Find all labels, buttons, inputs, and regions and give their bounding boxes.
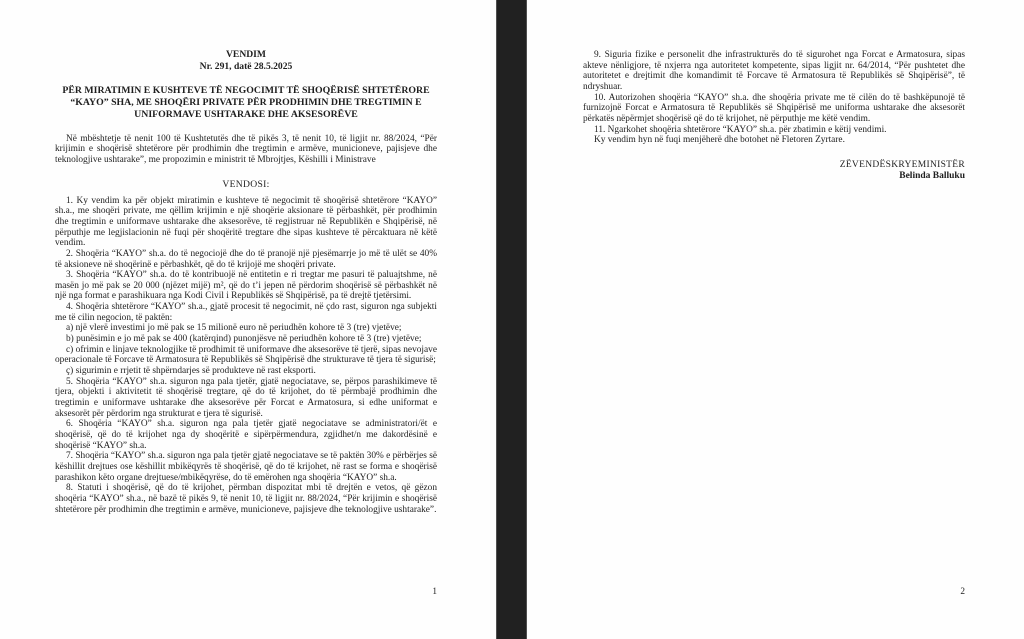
decision-point-2: 2. Shoqëria “KAYO” sh.a. do të negociojë dhe do të pranojë një pjesëmarrje jo më të ulët se 40% të aksioneve në shoqërinë e përbashkët, që do të krijojë me shoqëri private. [55, 248, 437, 270]
decision-point-8: 8. Statuti i shoqërisë, që do të krijohet, përmban dispozitat mbi të drejtën e vetos, që gëzon shoqëria “KAYO” sh.a., në bazë të pikës 9, të nenit 10, të ligjit nr. 88/2024, “Për krijimin e shoqërisë shtetërore për prodhimin dhe tregtimin e armëve, municioneve, pajisjeve dhe teknologjive ushtarake”. [55, 483, 437, 515]
document-type-heading: VENDIM [226, 49, 266, 60]
decision-point-6: 6. Shoqëria “KAYO” sh.a. siguron nga pala tjetër gjatë negociatave se administratori/ët e shoqërisë, që do të krijohet nga dy shoqëritë e sipërpërmendura, zgjidhet/n me dakordësinë e shoqërisë “KAYO” sh.a. [55, 419, 437, 451]
decision-point-4-item-c: c) ofrimin e linjave teknologjike të prodhimit të uniformave dhe aksesorëve të tjerë, sipas nevojave operacionale të Forcave të Armatosura të Republikës së Shqipërisë dhe strukturave të tjera të sigurisë; [55, 344, 437, 366]
decision-point-11: 11. Ngarkohet shoqëria shtetërore “KAYO” sh.a. për zbatimin e këtij vendimi. [594, 124, 887, 135]
decision-point-4-item-a: a) një vlerë investimi jo më pak se 15 milionë euro në periudhën kohore të 3 (tre) vjetëve; [66, 323, 402, 334]
decision-point-4-item-b: b) punësimin e jo më pak se 400 (katërqind) punonjësve në periudhën kohore të 3 (tre) vjetëve; [66, 334, 422, 345]
decision-point-7: 7. Shoqëria “KAYO” sh.a. siguron nga pala tjetër gjatë negociatave se të paktën 30% e përbërjes së këshillit drejtues ose këshillit mbikëqyrës të shoqërisë, që do të krijohet, në rast se forma e shoqërisë parashikon këto organe drejtuese/mbikëqyrëse, do të emërohen nga shoqëria “KAYO” sh.a. [55, 451, 437, 483]
decision-point-9: 9. Siguria fizike e personelit dhe infrastrukturës do të sigurohet nga Forcat e Armatosura, sipas akteve nënligjore, të nxjerra nga autoritetet kompetente, sipas ligjit nr. 64/2014, “Për pushtetet dhe autoritetet e drejtimit dhe komandimit të Forcave të Armatosura të Republikës së Shqipërisë”, të ndryshuar. [583, 50, 965, 92]
preamble-paragraph: Në mbështetje të nenit 100 të Kushtetutës dhe të pikës 3, të nenit 10, të ligjit nr. 88/2024, “Për krijimin e shoqërisë shtetërore për prodhimin dhe tregtimin e armëve, municioneve, pajisjeve dhe teknologjive ushtarake”, me propozimin e ministrit të Mbrojtjes, Këshilli i Ministrave [55, 133, 437, 165]
page-1-text-block [55, 49, 437, 515]
decision-number-date: Nr. 291, datë 28.5.2025 [199, 60, 293, 72]
decision-point-3: 3. Shoqëria “KAYO” sh.a. do të kontribuojë në entitetin e ri tregtar me pasuri të paluajtshme, në masën jo më pak se 20 000 (njëzet mijë) m², që do t’i jepen në përdorim shoqërisë së përbashkët në një nga format e parashikuara nga Kodi Civil i Republikës së Shqipërisë, pa të drejtë tjetërsimi. [55, 270, 437, 302]
decision-point-4-item-cc: ç) sigurimin e rrjetit të shpërndarjes së produkteve në rast eksporti. [66, 366, 316, 377]
decision-point-1: 1. Ky vendim ka për objekt miratimin e kushteve të negocimit të shoqërisë shtetërore “KAYO” sh.a., me shoqëri private, me qëllim krijimin e një shoqërie aksionare të përbashkët, për prodhimin dhe tregtimin e uniformave ushtarake dhe aksesorëve, të regjistruar në Republikën e Shqipërisë, në përputhje me legjislacionin në fuqi për shoqëritë tregtare dhe sipas kushteve të përcaktuara në këtë vendim. [55, 195, 437, 249]
page-1 [0, 0, 496, 639]
decree-heading: VENDOSI: [222, 178, 270, 190]
page-2 [527, 0, 1024, 639]
signature-name: Belinda Balluku [899, 171, 965, 182]
page-2-number: 2 [960, 587, 965, 597]
page-2-text-block [583, 50, 965, 183]
page-gap [496, 0, 527, 639]
decision-point-10: 10. Autorizohen shoqëria “KAYO” sh.a. dhe shoqëria private me të cilën do të bashkëpunojë të furnizojnë Forcat e Armatosura të Republikës së Shqipërisë me uniforma ushtarake dhe aksesorët përkatës nëpërmjet shoqërisë që do të krijohet, në përputhje me këtë vendim. [583, 92, 965, 124]
decision-point-5: 5. Shoqëria “KAYO” sh.a. siguron nga pala tjetër, gjatë negociatave, se, përpos parashikimeve të tjera, objekti i aktivitetit të shoqërisë tregtare, që do të krijohet, do të përmbajë prodhimin dhe tregtimin e uniformave ushtarake dhe aksesorëve për Forcat e Armatosura, si edhe uniformat e aksesorët për përdorim nga strukturat e tjera të sigurisë. [55, 376, 437, 419]
signature-role: ZËVENDËSKRYEMINISTËR [839, 159, 965, 170]
signature-block [583, 160, 965, 183]
page-1-paragraphs [55, 196, 437, 516]
page-1-number: 1 [432, 587, 437, 597]
closing-sentence: Ky vendim hyn në fuqi menjëherë dhe botohet në Fletoren Zyrtare. [594, 135, 845, 146]
document-title: PËR MIRATIMIN E KUSHTEVE TË NEGOCIMIT TË SHOQËRISË SHTETËRORE “KAYO” SHA, ME SHOQËRI PRIVATE PËR PRODHIMIN DHE TREGTIMIN E UNIFORMAVE USHTARAKE DHE AKSESORËVE [62, 85, 430, 121]
decision-point-4: 4. Shoqëria shtetërore “KAYO” sh.a., gjatë procesit të negocimit, në çdo rast, siguron nga subjekti me të cilin negocion, të paktën: [55, 302, 437, 323]
page-2-paragraphs [583, 50, 965, 146]
